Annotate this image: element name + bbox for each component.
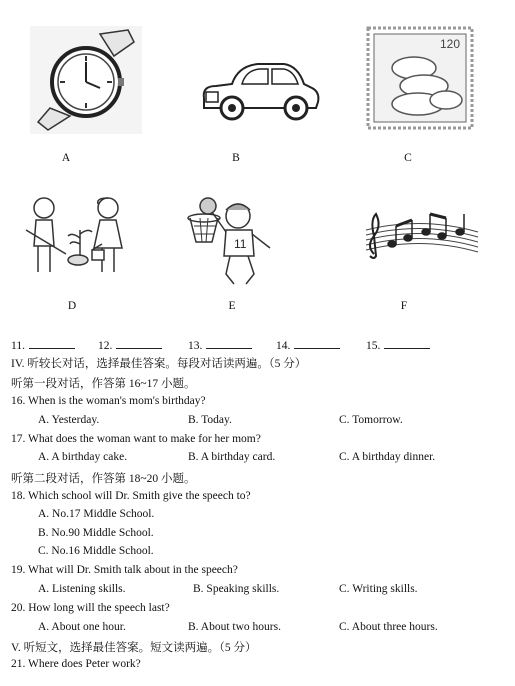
- stamp-value: 120: [440, 37, 461, 51]
- question-17: 17. What does the woman want to make for her mom?: [11, 433, 261, 445]
- watch-picture: [30, 26, 142, 134]
- blank-14-line: [294, 338, 340, 349]
- stamp-picture: [366, 26, 474, 130]
- q20-option-b[interactable]: B. About two hours.: [188, 621, 281, 633]
- car-picture: [198, 56, 322, 124]
- q20-option-c[interactable]: C. About three hours.: [339, 621, 438, 633]
- blank-14[interactable]: [276, 338, 340, 352]
- jersey-number: 11: [234, 237, 247, 251]
- planting-tree-picture: [22, 194, 134, 278]
- blank-11-number: 11.: [11, 340, 25, 352]
- q17-option-a[interactable]: A. A birthday cake.: [38, 451, 128, 463]
- blank-13-line: [206, 338, 252, 349]
- q19-option-a[interactable]: A. Listening skills.: [38, 583, 126, 595]
- question-16: 16. When is the woman's mom's birthday?: [11, 395, 206, 407]
- q17-option-c[interactable]: C. A birthday dinner.: [339, 451, 436, 463]
- picture-label-c: C: [404, 152, 412, 164]
- q16-option-c[interactable]: C. Tomorrow.: [339, 414, 403, 426]
- picture-label-a: A: [61, 152, 71, 164]
- q16-option-a[interactable]: A. Yesterday.: [38, 414, 100, 426]
- blank-15-line: [384, 338, 430, 349]
- section-5-heading: V. 听短文，选择最佳答案。短文读两遍。（5 分）: [11, 642, 257, 654]
- q18-option-c[interactable]: C. No.16 Middle School.: [38, 545, 154, 557]
- q18-option-a[interactable]: A. No.17 Middle School.: [38, 508, 155, 520]
- section-4-part-2: 听第二段对话，作答第 18~20 小题。: [11, 473, 196, 485]
- q19-option-c[interactable]: C. Writing skills.: [339, 583, 418, 595]
- blank-11[interactable]: [11, 338, 75, 352]
- question-21: 21. Where does Peter work?: [11, 658, 141, 670]
- picture-label-d: D: [67, 300, 77, 312]
- blank-15[interactable]: [366, 338, 430, 352]
- question-20: 20. How long will the speech last?: [11, 602, 170, 614]
- section-4-heading: IV. 听较长对话，选择最佳答案。每段对话读两遍。（5 分）: [11, 358, 307, 370]
- q17-option-b[interactable]: B. A birthday card.: [188, 451, 276, 463]
- picture-label-b: B: [232, 152, 240, 164]
- picture-label-e: E: [228, 300, 236, 312]
- picture-label-f: F: [400, 300, 408, 312]
- q20-option-a[interactable]: A. About one hour.: [38, 621, 126, 633]
- blank-15-number: 15.: [366, 340, 381, 352]
- blank-14-number: 14.: [276, 340, 291, 352]
- q19-option-b[interactable]: B. Speaking skills.: [193, 583, 280, 595]
- question-18: 18. Which school will Dr. Smith give the speech to?: [11, 490, 251, 502]
- blank-13-number: 13.: [188, 340, 203, 352]
- music-notes-picture: [362, 206, 480, 262]
- section-4-part-1: 听第一段对话，作答第 16~17 小题。: [11, 378, 196, 390]
- blank-11-line: [29, 338, 75, 349]
- blank-12-line: [116, 338, 162, 349]
- question-19: 19. What will Dr. Smith talk about in the speech?: [11, 564, 238, 576]
- blank-12[interactable]: [98, 338, 162, 352]
- q18-option-b[interactable]: B. No.90 Middle School.: [38, 527, 154, 539]
- blank-13[interactable]: [188, 338, 252, 352]
- q16-option-b[interactable]: B. Today.: [188, 414, 232, 426]
- basketball-player-picture: [182, 196, 284, 288]
- blank-12-number: 12.: [98, 340, 113, 352]
